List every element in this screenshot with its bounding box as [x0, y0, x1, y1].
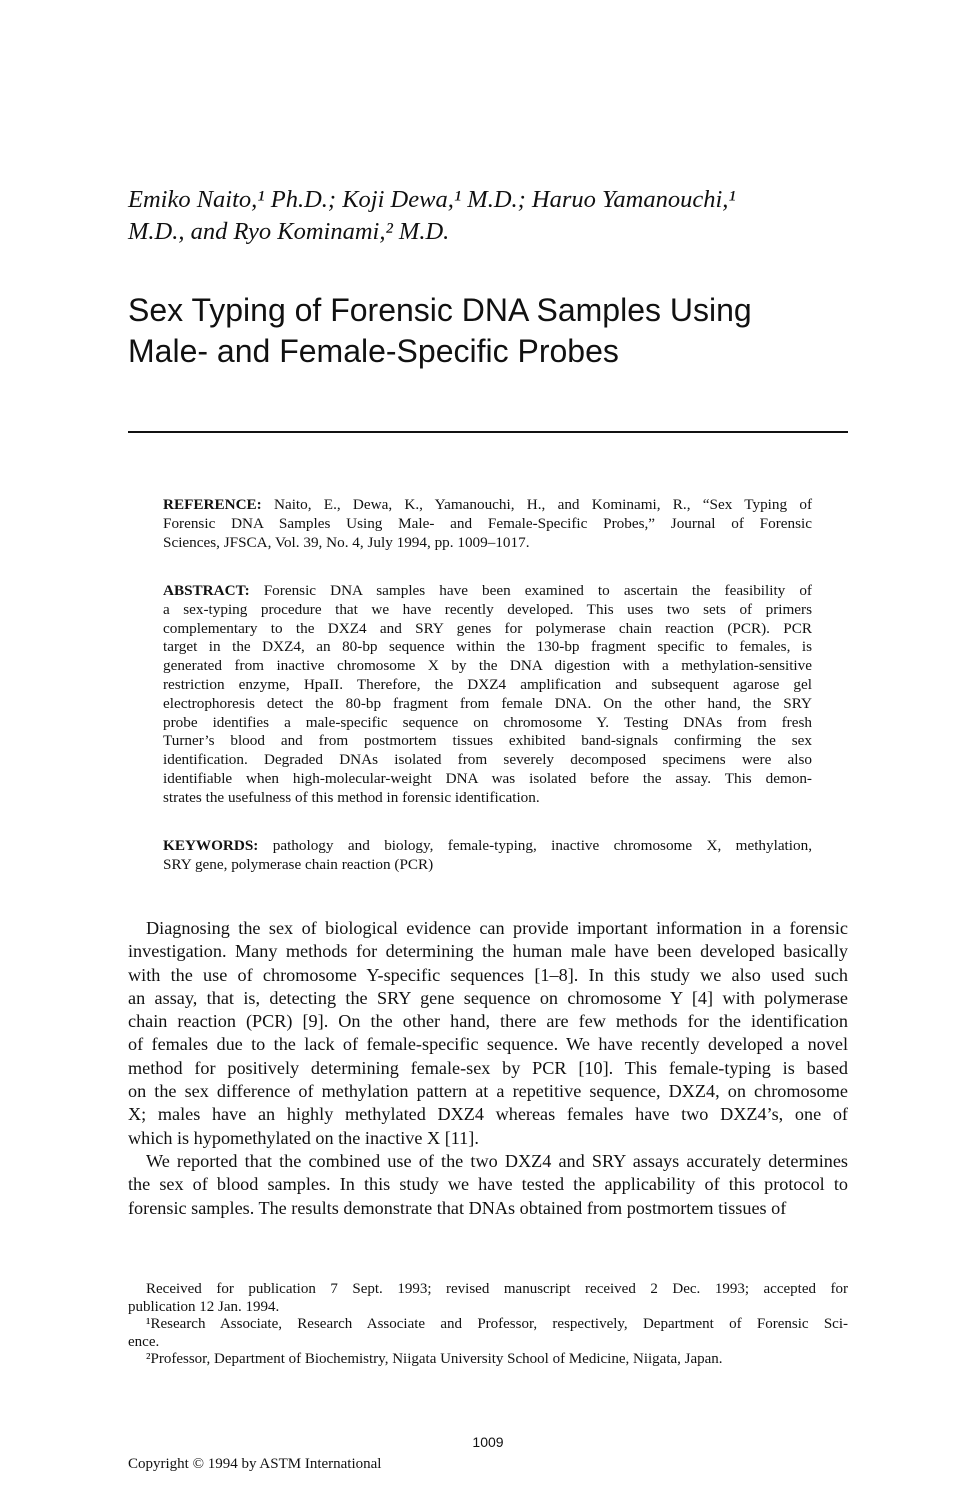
line-text: strates the usefulness of this method in forensic identification.	[163, 788, 540, 806]
author-line: M.D., and Ryo Kominami,² M.D.	[128, 218, 450, 245]
line-text: X; males have an highly methylated DXZ4 whereas females have two DXZ4’s, one of	[128, 1104, 848, 1125]
text-line	[128, 1010, 848, 1033]
text-line	[163, 515, 812, 534]
line-text: an assay, that is, detecting the SRY gene sequence on chromosome Y [4] with polymerase	[128, 987, 848, 1008]
text-line	[128, 1173, 848, 1196]
text-line	[163, 638, 812, 657]
line-text: on the sex difference of methylation pattern at a repetitive sequence, DXZ4, on chromosome	[128, 1081, 848, 1102]
line-text: Naito, E., Dewa, K., Yamanouchi, H., and Kominami, R., “Sex Typing of	[274, 496, 812, 513]
line-text: ²Professor, Department of Biochemistry, Niigata University School of Medicine, Niigata, Japan.	[146, 1351, 723, 1367]
text-line	[128, 987, 848, 1010]
text-line	[128, 1197, 848, 1220]
line-text: Sciences, JFSCA, Vol. 39, No. 4, July 1994, pp. 1009–1017.	[163, 533, 530, 551]
text-line	[128, 1057, 848, 1080]
text-line	[163, 695, 812, 714]
text-line	[163, 620, 812, 639]
line-text: generated from inactive chromosome X by the DNA digestion with a methylation-sensitive	[163, 657, 812, 675]
line-text: We reported that the combined use of the two DXZ4 and SRY assays accurately determines	[146, 1150, 848, 1171]
line-text: Diagnosing the sex of biological evidence can provide important information in a forensic	[146, 918, 848, 938]
text-line	[128, 1351, 848, 1369]
text-line	[128, 1033, 848, 1056]
footnote	[128, 1316, 848, 1351]
text-line	[163, 856, 812, 875]
text-line	[128, 964, 848, 987]
line-text: Turner’s blood and from postmortem tissues exhibited band-signals confirming the sex	[163, 732, 812, 750]
line-text: pathology and biology, female-typing, inactive chromosome X, methylation,	[272, 837, 812, 854]
footnote	[128, 1281, 848, 1316]
text-line	[128, 1299, 848, 1317]
text-line	[128, 1150, 848, 1173]
section-label: REFERENCE:	[163, 496, 262, 513]
text-line	[163, 751, 812, 770]
text-line	[163, 789, 812, 808]
line-text: chain reaction (PCR) [9]. On the other hand, there are few methods for the identification	[128, 1011, 848, 1032]
text-line	[163, 676, 812, 695]
text-line	[128, 1127, 848, 1150]
copyright: Copyright © 1994 by ASTM International	[128, 1456, 382, 1472]
text-line	[128, 940, 848, 963]
line-text: Forensic DNA samples have been examined to ascertain the feasibility of	[263, 582, 812, 599]
body-text	[128, 917, 848, 1220]
line-text: investigation. Many methods for determining the human male have been developed basically	[128, 941, 848, 962]
section-label: KEYWORDS:	[163, 837, 259, 854]
header-rule	[128, 431, 848, 433]
line-text: ¹Research Associate, Research Associate and Professor, respectively, Department of Forensic Sci-	[146, 1316, 848, 1332]
author-line: Emiko Naito,¹ Ph.D.; Koji Dewa,¹ M.D.; Haruo Yamanouchi,¹	[128, 186, 736, 213]
line-text: restriction enzyme, HpaII. Therefore, the DXZ4 amplification and subsequent agarose gel	[163, 675, 812, 693]
text-line	[128, 1334, 848, 1352]
line-text: identification. Degraded DNAs isolated from severely decomposed specimens were also	[163, 751, 812, 769]
text-line	[163, 770, 812, 789]
line-text: a sex-typing procedure that we have recently developed. This uses two sets of primers	[163, 600, 812, 618]
title-line: Male- and Female-Specific Probes	[128, 333, 619, 369]
text-line	[163, 601, 812, 620]
text-line	[128, 1316, 848, 1334]
line-text: probe identifies a male-specific sequence on chromosome Y. Testing DNAs from fresh	[163, 713, 812, 731]
abstract-block	[163, 582, 812, 808]
text-line	[163, 714, 812, 733]
line-text: ence.	[128, 1333, 160, 1350]
paper-title	[128, 290, 868, 372]
line-text: Received for publication 7 Sept. 1993; revised manuscript received 2 Dec. 1993; accepted for	[146, 1281, 848, 1297]
line-text: target in the DXZ4, an 80-bp sequence within the 130-bp fragment specific to females, is	[163, 638, 812, 656]
text-line	[128, 1281, 848, 1299]
line-text: complementary to the DXZ4 and SRY genes for polymerase chain reaction (PCR). PCR	[163, 619, 812, 637]
line-text: of females due to the lack of female-specific sequence. We have recently developed a novel	[128, 1034, 848, 1055]
line-text: publication 12 Jan. 1994.	[128, 1298, 280, 1315]
section-label: ABSTRACT:	[163, 582, 250, 599]
text-line	[128, 1080, 848, 1103]
line-text: SRY gene, polymerase chain reaction (PCR)	[163, 855, 434, 873]
text-line	[163, 657, 812, 676]
line-text: Forensic DNA Samples Using Male- and Female-Specific Probes,” Journal of Forensic	[163, 514, 812, 532]
text-line	[163, 534, 812, 553]
text-line	[163, 582, 812, 601]
footnotes	[128, 1281, 848, 1369]
keywords-block	[163, 837, 812, 875]
line-text: method for positively determining female-sex by PCR [10]. This female-typing is based	[128, 1057, 848, 1078]
footnote	[128, 1351, 848, 1369]
text-line	[163, 496, 812, 515]
line-text: with the use of chromosome Y-specific sequences [1–8]. In this study we also used such	[128, 964, 848, 985]
line-text: electrophoresis detect the 80-bp fragment from female DNA. On the other hand, the SRY	[163, 694, 812, 712]
text-line	[163, 837, 812, 856]
title-line: Sex Typing of Forensic DNA Samples Using	[128, 292, 752, 328]
line-text: which is hypomethylated on the inactive X [11].	[128, 1127, 479, 1148]
page-number: 1009	[472, 1434, 504, 1450]
author-list	[128, 184, 848, 248]
text-line	[163, 732, 812, 751]
reference-block	[163, 496, 812, 552]
text-line	[128, 917, 848, 940]
line-text: forensic samples. The results demonstrate that DNAs obtained from postmortem tissues of	[128, 1197, 787, 1218]
text-line	[128, 1103, 848, 1126]
line-text: identifiable when high-molecular-weight DNA was isolated before the assay. This demon-	[163, 769, 812, 787]
line-text: the sex of blood samples. In this study we have tested the applicability of this protocol to	[128, 1174, 848, 1195]
